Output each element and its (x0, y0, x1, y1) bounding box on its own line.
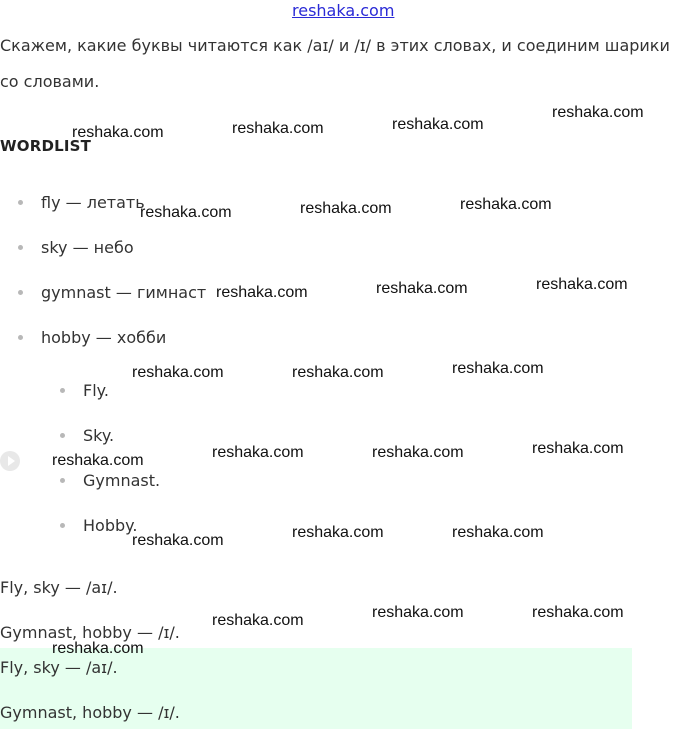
answer-line: Gymnast, hobby — /ɪ/. (0, 703, 180, 722)
watermark: reshaka.com (52, 640, 144, 657)
wordlist-item: gymnast — гимнаст (41, 283, 207, 302)
word-item: Gymnast. (83, 471, 161, 490)
watermark: reshaka.com (452, 524, 544, 541)
bullet (18, 290, 23, 295)
result-line: Gymnast, hobby — /ɪ/. (0, 623, 180, 642)
intro-text: Скажем, какие буквы читаются как /aɪ/ и /ɪ/ в этих словах, и соединим шарики со словами. (0, 36, 670, 91)
watermark: reshaka.com (552, 104, 644, 121)
watermark: reshaka.com (132, 532, 224, 549)
word-item: Hobby. (83, 516, 138, 535)
watermark: reshaka.com (372, 444, 464, 461)
wordlist-item: sky — небо (41, 238, 134, 257)
watermark: reshaka.com (72, 124, 164, 141)
watermark: reshaka.com (212, 612, 304, 629)
wordlist-heading: WORDLIST (0, 137, 92, 155)
wordlist-item: hobby — хобби (41, 328, 167, 347)
wordlist-item: fly — летать (41, 193, 145, 212)
bullet (18, 335, 23, 340)
watermark: reshaka.com (376, 280, 468, 297)
bullet (60, 478, 65, 483)
result-line: Fly, sky — /aɪ/. (0, 578, 118, 597)
watermark: reshaka.com (232, 120, 324, 137)
watermark: reshaka.com (140, 204, 232, 221)
watermark: reshaka.com (216, 284, 308, 301)
bullet (18, 245, 23, 250)
watermark: reshaka.com (532, 440, 624, 457)
watermark: reshaka.com (532, 604, 624, 621)
watermark: reshaka.com (132, 364, 224, 381)
watermark: reshaka.com (292, 524, 384, 541)
watermark: reshaka.com (292, 364, 384, 381)
answer-line: Fly, sky — /aɪ/. (0, 658, 118, 677)
watermark: reshaka.com (452, 360, 544, 377)
word-item: Sky. (83, 426, 115, 445)
play-icon[interactable] (0, 451, 20, 471)
word-item: Fly. (83, 381, 109, 400)
watermark: reshaka.com (212, 444, 304, 461)
bullet (60, 388, 65, 393)
bullet (60, 523, 65, 528)
site-link[interactable]: reshaka.com (292, 1, 395, 20)
watermark: reshaka.com (372, 604, 464, 621)
watermark: reshaka.com (536, 276, 628, 293)
watermark: reshaka.com (392, 116, 484, 133)
watermark: reshaka.com (52, 452, 144, 469)
watermark: reshaka.com (300, 200, 392, 217)
bullet (18, 200, 23, 205)
bullet (60, 433, 65, 438)
watermark: reshaka.com (460, 196, 552, 213)
